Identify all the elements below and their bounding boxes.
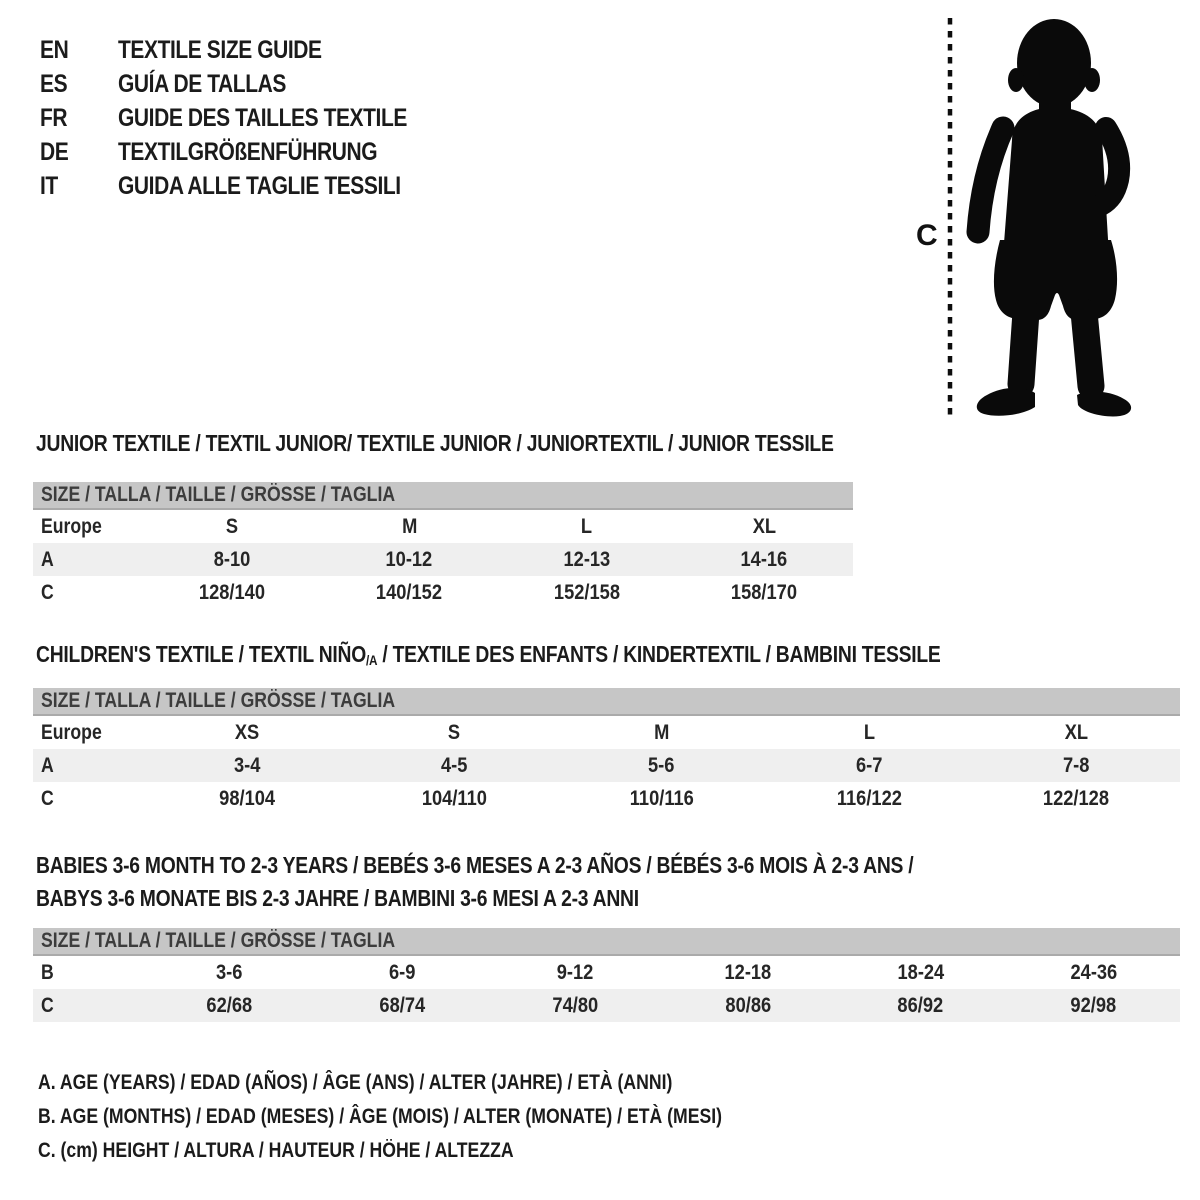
row-label: C [41, 786, 54, 810]
size-cell: 110/116 [629, 786, 694, 810]
size-cell: 14-16 [740, 547, 788, 571]
size-cell: 152/158 [553, 580, 620, 604]
size-cell: 68/74 [379, 993, 426, 1017]
size-cell: 74/80 [552, 993, 598, 1017]
language-title: GUIDE DES TAILLES TEXTILE [118, 103, 407, 132]
size-cell: 5-6 [648, 753, 675, 777]
language-code: EN [40, 35, 69, 64]
size-cell: 86/92 [897, 993, 944, 1017]
row-label: Europe [41, 514, 102, 538]
legend-line-height: C. (cm) HEIGHT / ALTURA / HAUTEUR / HÖHE / ALTEZZA [38, 1139, 514, 1162]
language-code: FR [40, 103, 68, 132]
size-cell: XL [752, 514, 776, 538]
legend-line-age-months: B. AGE (MONTHS) / EDAD (MESES) / ÂGE (MOIS) / ALTER (MONATE) / ETÀ (MESI) [38, 1105, 723, 1128]
table-row-height-cm [33, 576, 853, 609]
language-code: DE [40, 137, 69, 166]
size-cell: 104/110 [421, 786, 487, 810]
size-cell: XL [1064, 720, 1089, 744]
size-table-header: SIZE / TALLA / TAILLE / GRÖSSE / TAGLIA [33, 928, 1180, 956]
table-row-europe [33, 510, 853, 543]
size-cell: 128/140 [198, 580, 265, 604]
size-cell: 6-9 [389, 960, 416, 984]
size-cell: 12-13 [563, 547, 611, 571]
table-row-age-months [33, 956, 1180, 989]
children-section-title: CHILDREN'S TEXTILE / TEXTIL NIÑO/A / TEXTILE DES ENFANTS / KINDERTEXTIL / BAMBINI TESSILE [36, 641, 941, 668]
baby-silhouette-icon [977, 19, 1131, 416]
size-cell: 158/170 [731, 580, 798, 604]
size-cell: 3-4 [233, 753, 260, 777]
language-list [40, 33, 462, 203]
language-title: TEXTILGRÖßENFÜHRUNG [118, 137, 378, 166]
size-cell: 98/104 [218, 786, 275, 810]
row-label: C [41, 580, 54, 604]
size-cell: 4-5 [440, 753, 468, 777]
size-table-header: SIZE / TALLA / TAILLE / GRÖSSE / TAGLIA [33, 688, 1180, 716]
language-code: IT [40, 171, 58, 200]
children-size-table [33, 688, 1180, 815]
legend [38, 1066, 852, 1168]
language-row-fr [40, 101, 462, 135]
size-cell: 10-12 [385, 547, 433, 571]
row-label: C [41, 993, 54, 1017]
size-cell: 24-36 [1070, 960, 1117, 984]
table-row-age-years [33, 543, 853, 576]
language-title: GUIDA ALLE TAGLIE TESSILI [118, 171, 401, 200]
size-cell: 92/98 [1070, 993, 1117, 1017]
size-cell: S [225, 514, 238, 538]
row-label: Europe [41, 720, 102, 744]
size-cell: M [653, 720, 670, 744]
junior-section-title: JUNIOR TEXTILE / TEXTIL JUNIOR/ TEXTILE JUNIOR / JUNIORTEXTIL / JUNIOR TESSILE [36, 430, 834, 456]
size-cell: 62/68 [206, 993, 253, 1017]
nino-a-subscript: /A [366, 652, 378, 668]
size-cell: M [401, 514, 417, 538]
table-row-height-cm [33, 782, 1180, 815]
row-label: A [41, 753, 54, 777]
language-title: TEXTILE SIZE GUIDE [118, 35, 322, 64]
size-cell: 122/128 [1043, 786, 1110, 810]
row-label: A [41, 547, 54, 571]
figure-height-label: C [916, 219, 938, 252]
size-cell: 12-18 [724, 960, 772, 984]
size-cell: XS [234, 720, 259, 744]
language-row-it [40, 169, 462, 203]
language-row-de [40, 135, 462, 169]
size-cell: 3-6 [216, 960, 243, 984]
table-row-height-cm [33, 989, 1180, 1022]
size-cell: 8-10 [213, 547, 251, 571]
size-cell: 6-7 [855, 753, 883, 777]
size-cell: 80/86 [725, 993, 771, 1017]
junior-size-table [33, 482, 853, 609]
row-label: B [41, 960, 54, 984]
size-table-header: SIZE / TALLA / TAILLE / GRÖSSE / TAGLIA [33, 482, 853, 510]
size-cell: 18-24 [897, 960, 945, 984]
babies-section-title: BABIES 3-6 MONTH TO 2-3 YEARS / BEBÉS 3-6 MESES A 2-3 AÑOS / BÉBÉS 3-6 MOIS À 2-3 ANS / BABYS 3-6 MONATE BIS 2-3 JAHRE / BAMBINI 3-6 MESI A 2-3 ANNI [36, 852, 914, 911]
babies-size-table [33, 928, 1180, 1022]
language-title: GUÍA DE TALLAS [118, 69, 286, 98]
size-cell: L [581, 514, 593, 538]
size-cell: 116/122 [836, 786, 902, 810]
language-code: ES [40, 69, 68, 98]
language-row-es [40, 67, 462, 101]
size-cell: S [448, 720, 461, 744]
baby-size-figure [900, 0, 1200, 430]
table-row-europe [33, 716, 1180, 749]
table-row-age-years [33, 749, 1180, 782]
legend-line-age-years: A. AGE (YEARS) / EDAD (AÑOS) / ÂGE (ANS) / ALTER (JAHRE) / ETÀ (ANNI) [38, 1071, 673, 1094]
size-cell: 9-12 [556, 960, 594, 984]
size-cell: L [863, 720, 875, 744]
size-cell: 140/152 [376, 580, 443, 604]
size-cell: 7-8 [1063, 753, 1090, 777]
language-row-en [40, 33, 462, 67]
